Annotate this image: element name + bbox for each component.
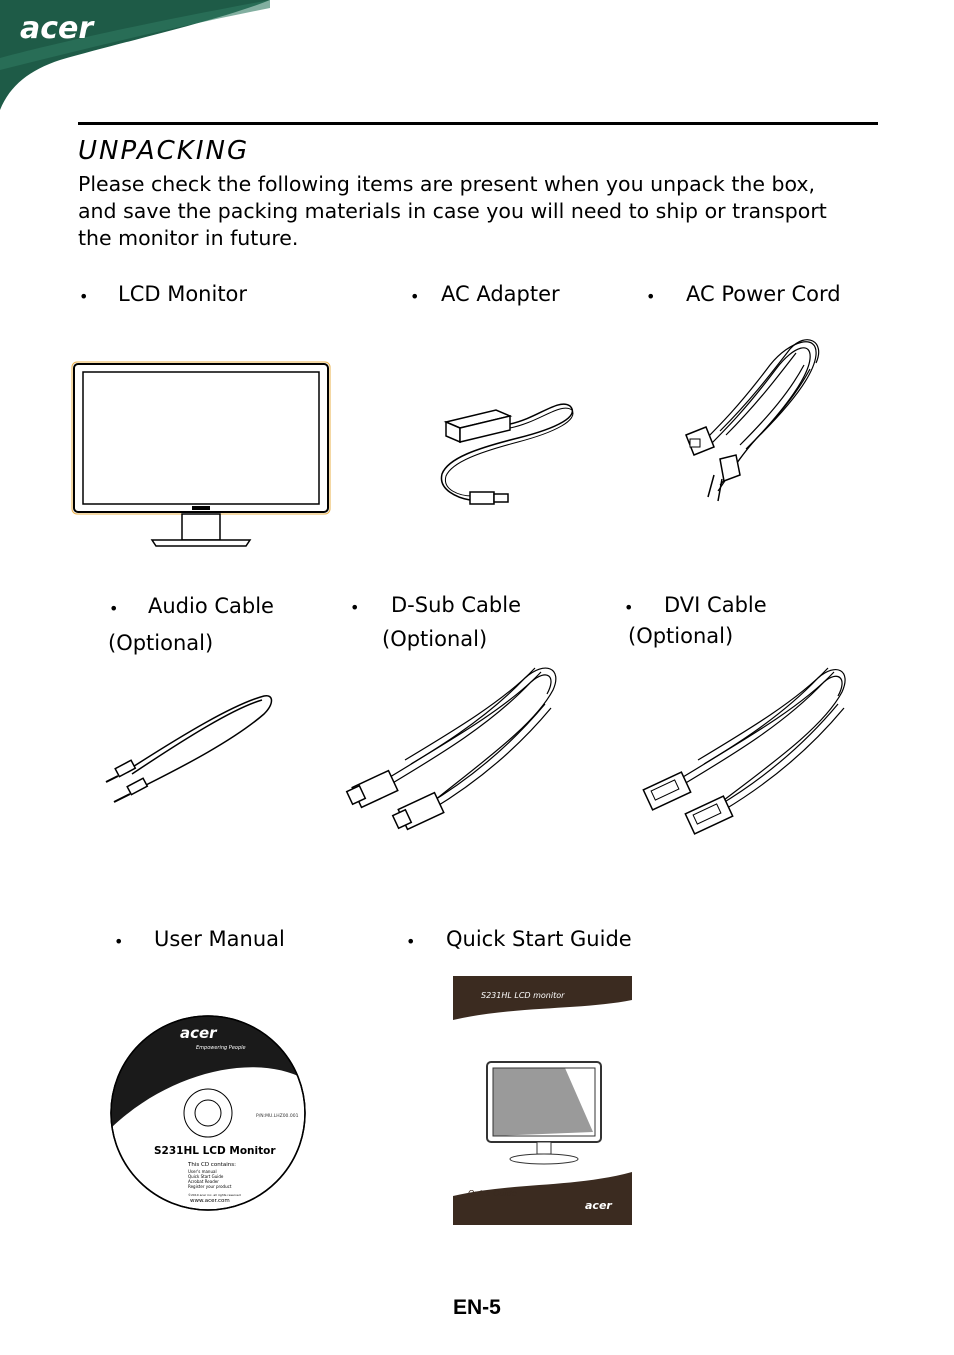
header-banner <box>0 0 270 110</box>
quick-start-guide-icon <box>453 976 632 1226</box>
acer-logo: acer <box>20 11 94 46</box>
audio-cable-icon <box>104 690 276 805</box>
bullet: • <box>646 287 656 306</box>
bullet: • <box>109 599 119 618</box>
guide-header: S231HL LCD monitor <box>481 991 565 1000</box>
title-rule <box>78 122 878 125</box>
cd-contents-item: Quick Start Guide <box>188 1174 224 1179</box>
item-label-dsub-cable: D-Sub Cable <box>391 593 522 617</box>
user-manual-cd-icon <box>108 1011 308 1216</box>
cd-tagline: Empowering People <box>196 1045 246 1051</box>
cd-copyright: ©2010 acer inc. all rights reserved <box>188 1193 241 1197</box>
guide-brand: acer <box>585 1199 612 1212</box>
bullet: • <box>114 932 124 951</box>
dvi-cable-icon <box>638 662 854 840</box>
item-label-quick-start-guide: Quick Start Guide <box>446 927 632 951</box>
cd-contents-item: Acrobat Reader <box>188 1179 219 1184</box>
cd-title: S231HL LCD Monitor <box>154 1145 276 1157</box>
item-note-dvi-cable: (Optional) <box>628 624 734 648</box>
bullet: • <box>406 932 416 951</box>
cd-part-number: P/N:MU.LHZ00.001 <box>256 1114 299 1119</box>
bullet: • <box>410 287 420 306</box>
item-label-audio-cable: Audio Cable <box>148 594 274 618</box>
page-number: EN-5 <box>453 1296 501 1319</box>
ac-adapter-icon <box>438 398 578 513</box>
item-label-user-manual: User Manual <box>154 927 285 951</box>
intro-paragraph <box>78 171 868 252</box>
intro-line: and save the packing materials in case you will need to ship or transport <box>78 199 827 223</box>
section-title: UNPACKING <box>78 136 250 166</box>
item-label-ac-power-cord: AC Power Cord <box>686 282 841 306</box>
bullet: • <box>79 287 89 306</box>
item-label-lcd-monitor: LCD Monitor <box>118 282 248 306</box>
bullet: • <box>624 598 634 617</box>
cd-contents-item: User's manual <box>188 1169 217 1174</box>
guide-footer: Quick Guide <box>468 1189 517 1198</box>
intro-line: Please check the following items are present when you unpack the box, <box>78 172 816 196</box>
item-label-dvi-cable: DVI Cable <box>664 593 767 617</box>
cd-contents-item: Register your product <box>188 1184 232 1189</box>
power-cord-icon <box>680 335 825 503</box>
intro-line: the monitor in future. <box>78 226 299 250</box>
item-label-ac-adapter: AC Adapter <box>441 282 560 306</box>
cd-website: www.acer.com <box>190 1198 230 1204</box>
cd-brand: acer <box>180 1024 217 1042</box>
bullet: • <box>350 598 360 617</box>
dsub-cable-icon <box>345 660 563 838</box>
item-note-audio-cable: (Optional) <box>108 631 214 655</box>
lcd-monitor-icon <box>70 360 332 550</box>
cd-contents-heading: This CD contains: <box>188 1162 236 1168</box>
item-note-dsub-cable: (Optional) <box>382 627 488 651</box>
